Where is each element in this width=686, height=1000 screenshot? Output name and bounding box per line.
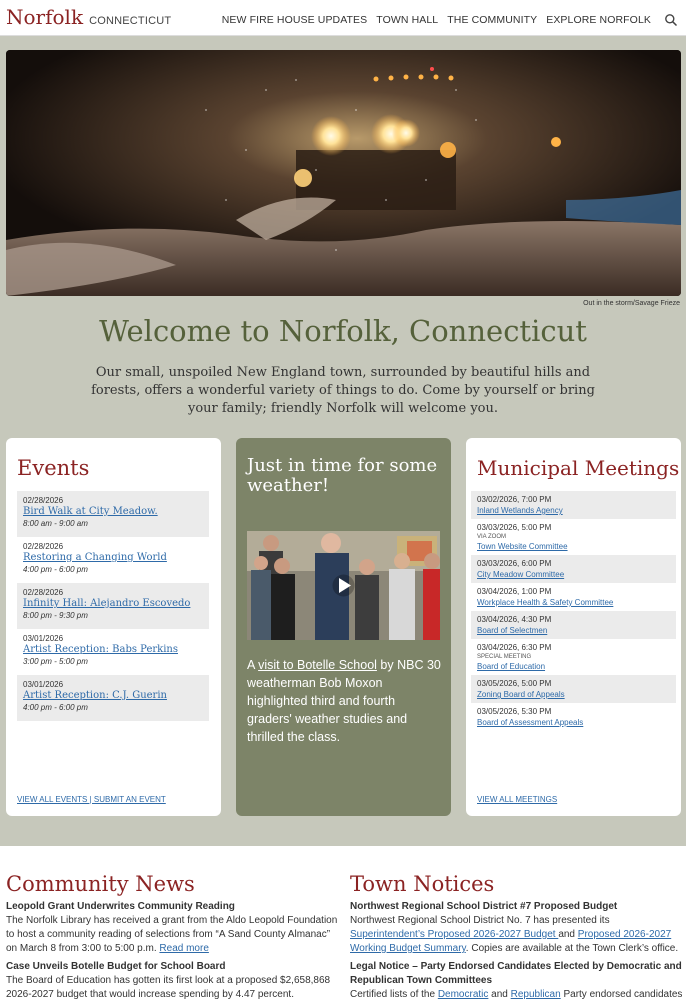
meeting-date: 03/03/2026, 6:00 PM [477,559,552,568]
nav-item-community[interactable]: THE COMMUNITY [447,14,538,26]
event-date: 02/28/2026 [23,542,64,551]
meeting-date: 03/02/2026, 7:00 PM [477,495,552,504]
site-logo[interactable] [6,5,171,29]
events-title: Events [17,456,90,480]
welcome-intro: Our small, unspoiled New England town, surrounded by beautiful hills and forests, offers a wonderful variety of things to do. Come by yourself or bring your family; friendly Norfolk will welcome you. [91,365,595,416]
meeting-link[interactable]: Board of Assessment Appeals [477,718,584,727]
community-news-list [6,900,342,1000]
feature-text-pre: A [247,658,259,672]
notice-text: and [558,929,578,940]
list-item [17,491,209,537]
event-link[interactable]: Artist Reception: C.J. Guerin [23,690,167,701]
working-budget-link[interactable]: Proposed 2026-2027 Working Budget Summary [350,929,672,954]
town-notices-title: Town Notices [350,872,495,896]
meeting-date: 03/04/2026, 4:30 PM [477,615,552,624]
event-date: 03/01/2026 [23,680,64,689]
nav-item-fire-house[interactable]: NEW FIRE HOUSE UPDATES [221,14,368,26]
news-body: The Norfolk Library has received a grant from the Aldo Leopold Foundation to host a community reading of selections from “A Sand County Almanac” on March 8 from 3:00 to 5:00 p.m. [6,915,338,954]
meeting-link[interactable]: Inland Wetlands Agency [477,506,563,515]
notice-text: . Copies are available at the Town Clerk’s office. [465,943,679,954]
list-item [471,583,676,611]
welcome-title: Welcome to Norfolk, Connecticut [99,314,587,348]
meetings-card [466,438,681,816]
republican-link[interactable]: Republican [510,989,561,1000]
meeting-note: VIA ZOOM [477,534,507,540]
news-section [0,846,686,1000]
meeting-link[interactable]: City Meadow Committee [477,570,565,579]
event-date: 02/28/2026 [23,588,64,597]
event-time: 4:00 pm - 6:00 pm [23,565,88,574]
town-notices-list [350,900,686,1000]
notice-headline: Northwest Regional School District #7 Proposed Budget [350,901,618,912]
read-more-link[interactable]: Read more [159,943,209,954]
event-date: 02/28/2026 [23,496,64,505]
nav-item-town-hall[interactable]: TOWN HALL [376,14,439,26]
list-item [17,583,209,629]
list-item [17,537,209,583]
main-nav [222,13,678,27]
meeting-list [471,491,676,731]
event-time: 4:00 pm - 6:00 pm [23,703,88,712]
list-item [471,675,676,703]
meeting-date: 03/03/2026, 5:00 PM [477,523,552,532]
notice-text: Certified lists of the [350,989,438,1000]
democratic-link[interactable]: Democratic [437,989,489,1000]
list-item [471,611,676,639]
logo-sub-text: CONNECTICUT [89,15,172,27]
list-item [471,491,676,519]
news-item [6,960,342,1000]
list-item [471,555,676,583]
event-time: 8:00 am - 9:00 am [23,519,88,528]
list-item [471,703,676,731]
event-link[interactable]: Bird Walk at City Meadow. [23,506,158,517]
event-link[interactable]: Infinity Hall: Alejandro Escovedo [23,598,191,609]
notice-text: Party endorsed candidates [560,989,683,1000]
event-date: 03/01/2026 [23,634,64,643]
event-link[interactable]: Artist Reception: Babs Perkins [23,644,178,655]
notice-text: Northwest Regional School District No. 7 has presented its [350,915,610,926]
meeting-link[interactable]: Board of Selectmen [477,626,548,635]
meeting-note: SPECIAL MEETING [477,654,532,660]
site-header [0,0,686,36]
hero-caption: Out in the storm/Savage Frieze [583,300,680,307]
meeting-link[interactable]: Board of Education [477,662,546,671]
superintendent-budget-link[interactable]: Superintendent’s Proposed 2026-2027 Budget [350,929,559,940]
nav-item-explore[interactable]: EXPLORE NORFOLK [546,14,651,26]
meeting-date: 03/05/2026, 5:30 PM [477,707,552,716]
video-thumbnail[interactable] [247,531,440,640]
feature-text [247,656,442,746]
list-item [471,519,676,555]
meeting-date: 03/04/2026, 6:30 PM [477,643,552,652]
event-time: 8:00 pm - 9:30 pm [23,611,88,620]
news-headline: Case Unveils Botelle Budget for School Board [6,961,226,972]
notice-item [350,900,686,956]
feature-card [236,438,451,816]
meeting-date: 03/05/2026, 5:00 PM [477,679,552,688]
meeting-date: 03/04/2026, 1:00 PM [477,587,552,596]
news-headline: Leopold Grant Underwrites Community Reading [6,901,235,912]
list-item [17,675,209,721]
event-link[interactable]: Restoring a Changing World [23,552,167,563]
meeting-link[interactable]: Town Website Committee [477,542,568,551]
event-time: 3:00 pm - 5:00 pm [23,657,88,666]
news-item [6,900,342,956]
notice-text: and [488,989,511,1000]
list-item [471,639,676,675]
event-list [17,491,209,721]
meetings-title: Municipal Meetings [477,456,680,480]
notice-headline: Legal Notice – Party Endorsed Candidates Elected by Democratic and Republican Town Committees [350,961,682,986]
search-icon[interactable] [664,13,678,27]
botelle-visit-link[interactable]: visit to Botelle School [258,658,377,672]
meeting-link[interactable]: Workplace Health & Safety Committee [477,598,614,607]
meeting-link[interactable]: Zoning Board of Appeals [477,690,565,699]
view-all-meetings-link[interactable]: VIEW ALL MEETINGS [477,795,558,804]
community-news-title: Community News [6,872,195,896]
feature-text-post: by NBC 30 weatherman Bob Moxon highlighted third and fourth graders' weather studies and thrilled the class. [247,658,441,744]
notice-item [350,960,686,1000]
logo-main-text: Norfolk [6,5,84,29]
events-card [6,438,221,816]
list-item [17,629,209,675]
hero-image [6,50,681,296]
news-body: The Board of Education has gotten its first look at a proposed $2,658,868 2026-2027 budget that would increase spending by 4.47 percent. [6,975,331,1000]
view-all-events-link[interactable]: VIEW ALL EVENTS | SUBMIT AN EVENT [17,795,166,804]
feature-title: Just in time for some weather! [247,455,438,496]
